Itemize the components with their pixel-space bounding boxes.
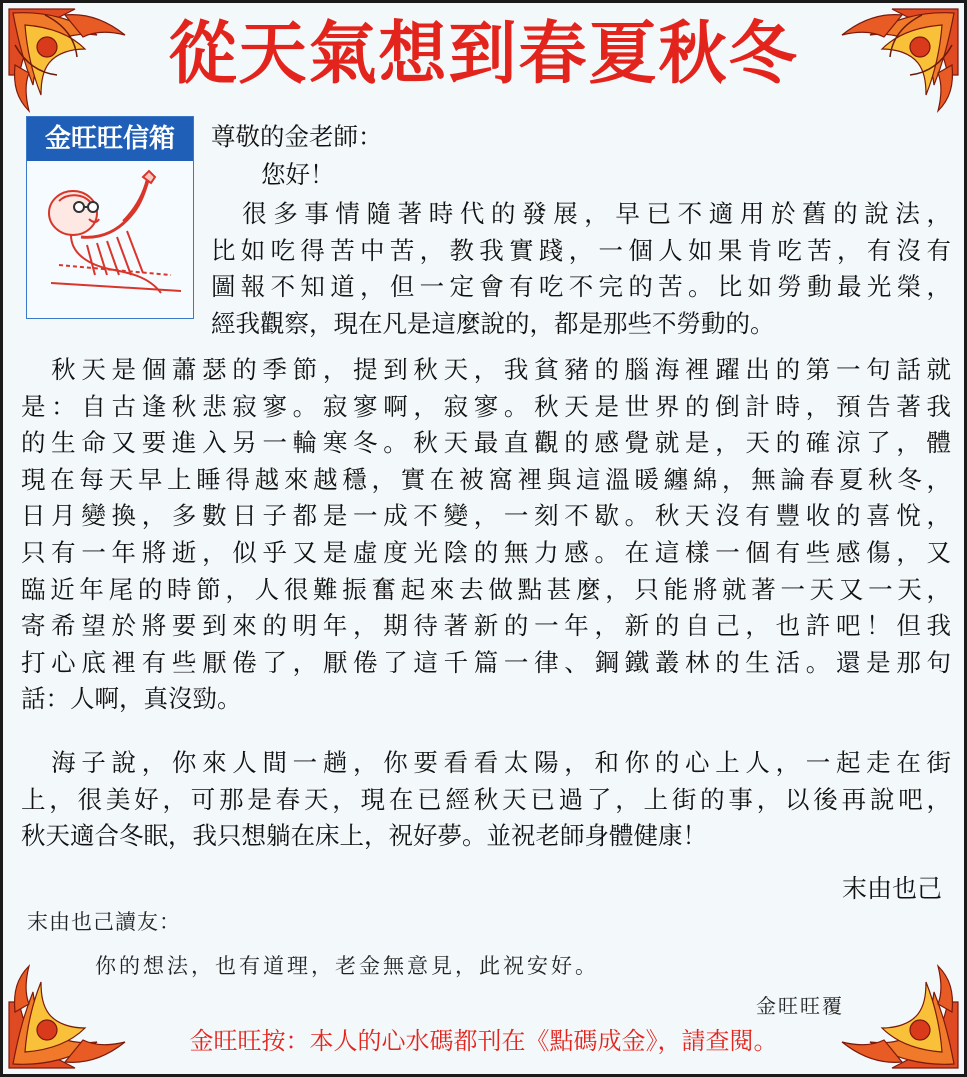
column-label: 金旺旺信箱 [27,117,193,161]
paragraph-1 [211,196,951,342]
greeting: 您好！ [261,160,335,189]
reply-addressee: 末由也己讀友： [27,910,181,934]
editor-note: 金旺旺按：本人的心水碼都刊在《點碼成金》，請查閱。 [189,1027,778,1055]
teacher-cartoon-icon [31,165,189,313]
text-line: 很多事情隨著時代的發展，早已不適用於舊的說法， [211,199,951,228]
paragraph-2 [21,352,951,718]
text-line: 只有一年將逝，似乎又是虛度光陰的無力感。在這樣一個有些感傷，又 [21,537,951,567]
reply-text: 你的想法，也有道理，老金無意見，此祝安好。 [95,954,599,978]
letter-signature: 末由也己 [841,874,942,903]
paragraph-3 [21,745,951,855]
text-line: 打心底裡有些厭倦了，厭倦了這千篇一律、鋼鐵叢林的生活。還是那句 [21,647,951,677]
text-line: 海子說，你來人間一趟，你要看看太陽，和你的心上人，一起走在街 [21,748,951,777]
reply-signature: 金旺旺覆 [756,994,844,1018]
text-line: 比如吃得苦中苦，教我實踐，一個人如果肯吃苦，有沒有 [211,235,951,265]
text-line: 日月變換，多數日子都是一成不變，一刻不歇。秋天沒有豐收的喜悅， [21,501,951,531]
text-line: 秋天適合冬眠，我只想躺在床上，祝好夢。並祝老師身體健康！ [21,821,707,851]
column-logo [26,116,194,319]
text-line: 經我觀察，現在凡是這麼說的，都是那些不勞動的。 [211,308,775,338]
text-line: 話：人啊，真沒勁。 [21,684,242,714]
salutation: 尊敬的金老師： [211,122,383,151]
text-line: 的生命又要進入另一輪寒冬。秋天最直觀的感覺就是，天的確涼了，體 [21,428,951,458]
text-line: 上，很美好，可那是春天，現在已經秋天已過了，上街的事，以後再說吧， [21,784,951,814]
text-line: 秋天是個蕭瑟的季節，提到秋天，我貧豬的腦海裡躍出的第一句話就 [21,355,951,384]
text-line: 是：自古逢秋悲寂寥。寂寥啊，寂寥。秋天是世界的倒計時，預告著我 [21,391,951,421]
page-title: 從天氣想到春夏秋冬 [168,15,799,94]
text-line: 圖報不知道，但一定會有吃不完的苦。比如勞動最光榮， [211,272,951,302]
text-line: 寄希望於將要到來的明年，期待著新的一年，新的自己，也許吧！但我 [21,611,951,641]
text-line: 臨近年尾的時節，人很難振奮起來去做點甚麼，只能將就著一天又一天， [21,574,951,604]
text-line: 現在每天早上睡得越來越穩，實在被窩裡與這溫暖纏綿，無論春夏秋冬， [21,464,951,494]
